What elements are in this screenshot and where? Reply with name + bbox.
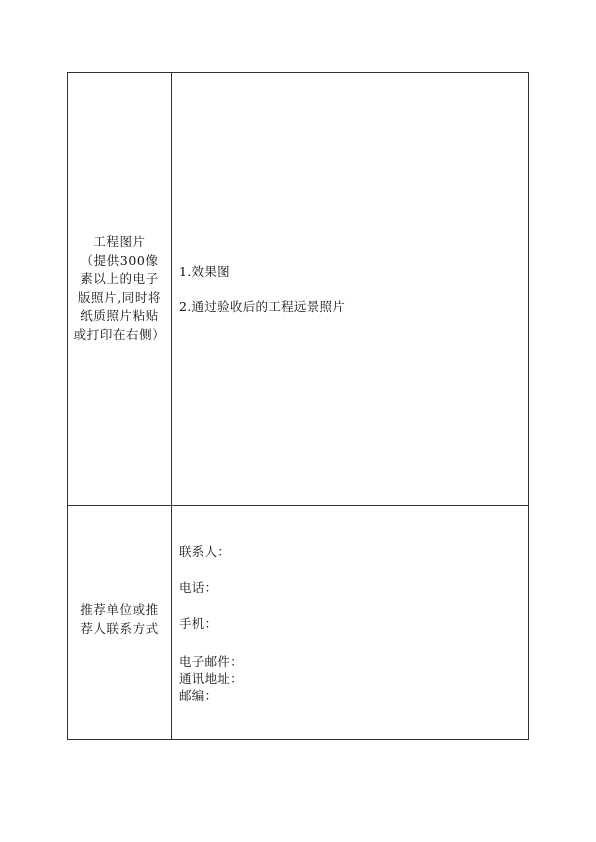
project-photos-label: [68, 233, 171, 344]
project-photos-label-line: 版照片,同时将: [77, 289, 162, 305]
project-photos-label-line: （提供300像: [80, 252, 159, 268]
project-photos-label-line: 工程图片: [93, 234, 146, 249]
email-field[interactable]: 电子邮件：: [179, 654, 244, 669]
project-photos-label-line: 纸质照片粘贴: [80, 308, 159, 323]
completed-project-photo-item: 2.通过验收后的工程远景照片: [179, 299, 346, 314]
phone-field[interactable]: 电话：: [179, 580, 218, 595]
contact-info-label-line: 推荐单位或推: [80, 602, 159, 617]
project-photos-label-line: 素以上的电子: [80, 271, 159, 286]
postcode-field[interactable]: 邮编：: [179, 688, 218, 703]
project-photos-row: [68, 73, 528, 506]
contact-info-row: [68, 506, 528, 739]
contact-info-label: [68, 601, 171, 638]
rendering-image-item: 1.效果图: [179, 264, 230, 279]
project-photos-label-cell: [68, 73, 172, 505]
recommendation-form-table: [67, 72, 529, 740]
contact-info-label-cell: [68, 506, 172, 739]
contact-info-label-line: 荐人联系方式: [80, 620, 159, 636]
contact-person-field[interactable]: 联系人：: [179, 544, 231, 559]
project-photos-label-line: 或打印在右侧）: [73, 326, 166, 342]
contact-info-content-cell[interactable]: [172, 506, 528, 739]
mobile-field[interactable]: 手机：: [179, 616, 218, 631]
address-field[interactable]: 通讯地址：: [179, 671, 244, 686]
project-photos-content-cell[interactable]: [172, 73, 528, 505]
